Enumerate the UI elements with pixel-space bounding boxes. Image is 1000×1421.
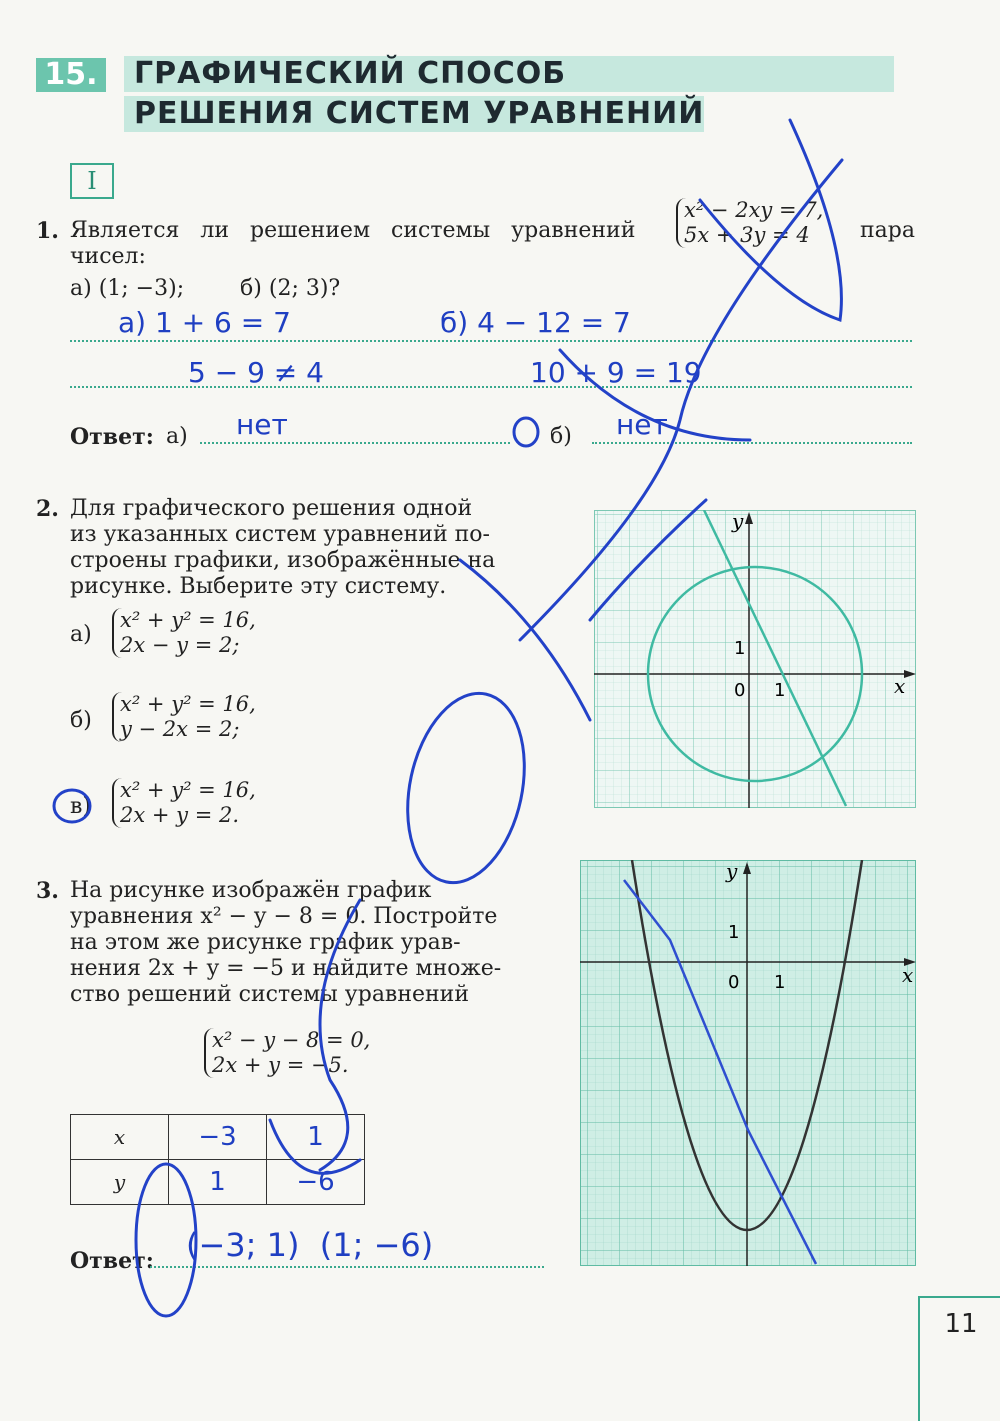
task3-number: 3. [36, 878, 59, 904]
task1-text-cont: чисел: [70, 244, 146, 269]
task1-system [676, 198, 823, 248]
origin-label: 0 [728, 972, 740, 993]
values-table [70, 1114, 365, 1205]
handwriting-answer-b: нет [616, 408, 668, 441]
task2-line: рисунке. Выберите эту систему. [70, 574, 447, 599]
task2-number: 2. [36, 496, 59, 522]
x-label: x [894, 674, 906, 698]
equation: x² + y² = 16, [120, 692, 256, 716]
task3-line: на этом же рисунке график урав- [70, 930, 461, 955]
section-number-badge: 15. [36, 58, 106, 92]
table-cell: −3 [169, 1115, 267, 1160]
equation: 2x + y = −5. [212, 1053, 349, 1077]
table-header-x: x [71, 1115, 169, 1160]
origin-label: 0 [734, 680, 746, 701]
equation: 2x + y = 2. [120, 803, 239, 827]
task1-answer-label: Ответ: [70, 424, 154, 450]
table-cell: 1 [169, 1160, 267, 1205]
equation: 2x − y = 2; [120, 633, 240, 657]
task3-graph [580, 860, 916, 1266]
task2-option-c [112, 778, 256, 828]
task2-line: строены графики, изображённые на [70, 548, 496, 573]
answer-line [592, 442, 912, 444]
page-number: 11 [918, 1296, 1000, 1421]
task2-graph [594, 510, 916, 808]
task1-number: 1. [36, 218, 59, 244]
task2-option-a-label: а) [70, 622, 92, 647]
x-label: x [902, 963, 914, 987]
page-title-line1: ГРАФИЧЕСКИЙ СПОСОБ [134, 56, 567, 91]
task3-system [204, 1028, 370, 1078]
scribble-circle [391, 682, 540, 893]
task1-options: а) (1; −3); б) (2; 3)? [70, 276, 341, 301]
equation: x² + y² = 16, [120, 778, 256, 802]
task3-line: нения 2x + y = −5 и найдите множе- [70, 956, 502, 981]
page-title-line2: РЕШЕНИЯ СИСТЕМ УРАВНЕНИЙ [134, 96, 705, 131]
task1-answer-a-label: а) [166, 424, 188, 449]
task3-line: уравнения x² − y − 8 = 0. Постройте [70, 904, 498, 929]
handwriting-a1: а) 1 + 6 = 7 [118, 306, 291, 339]
table-cell: 1 [267, 1115, 365, 1160]
table-row [71, 1160, 365, 1205]
handwriting-a2: 5 − 9 ≠ 4 [188, 356, 324, 389]
task2-text [70, 496, 540, 600]
equation: x² + y² = 16, [120, 608, 256, 632]
task1-answer-b-label: б) [550, 424, 572, 449]
handwriting-answer-3: (−3; 1) (1; −6) [186, 1226, 434, 1264]
task2-option-c-label: в) [70, 794, 91, 819]
y-tick-label: 1 [734, 638, 746, 659]
y-tick-label: 1 [728, 922, 740, 943]
table-header-y: y [71, 1160, 169, 1205]
task1-text: Является ли решением системы уравнений [70, 218, 636, 243]
answer-line [200, 442, 510, 444]
task3-answer-label: Ответ: [70, 1248, 154, 1274]
task3-line: На рисунке изображён график [70, 878, 432, 903]
task1-eq2: 5x + 3y = 4 [684, 223, 810, 247]
task2-line: из указанных систем уравнений по- [70, 522, 490, 547]
task3-line: ство решений системы уравнений [70, 982, 469, 1007]
task2-line: Для графического решения одной [70, 496, 473, 521]
task3-text [70, 878, 546, 1008]
y-label: y [726, 860, 738, 883]
equation: x² − y − 8 = 0, [212, 1028, 371, 1052]
handwriting-b2: 10 + 9 = 19 [530, 356, 702, 389]
handwriting-answer-a: нет [236, 408, 288, 441]
x-tick-label: 1 [774, 972, 786, 993]
y-label: y [732, 510, 744, 533]
table-row [71, 1115, 365, 1160]
task2-option-b [112, 692, 256, 742]
answer-line [150, 1266, 544, 1268]
task2-option-b-label: б) [70, 708, 92, 733]
equation: y − 2x = 2; [120, 717, 240, 741]
answer-line [70, 340, 912, 342]
task1-eq1: x² − 2xy = 7, [684, 198, 824, 222]
task2-option-a [112, 608, 256, 658]
task1-text-para: пара [860, 218, 915, 243]
handwriting-b1: б) 4 − 12 = 7 [440, 306, 631, 339]
scribble-circle [514, 418, 538, 446]
section-level-badge: I [70, 163, 114, 199]
table-cell: −6 [267, 1160, 365, 1205]
x-tick-label: 1 [774, 680, 786, 701]
